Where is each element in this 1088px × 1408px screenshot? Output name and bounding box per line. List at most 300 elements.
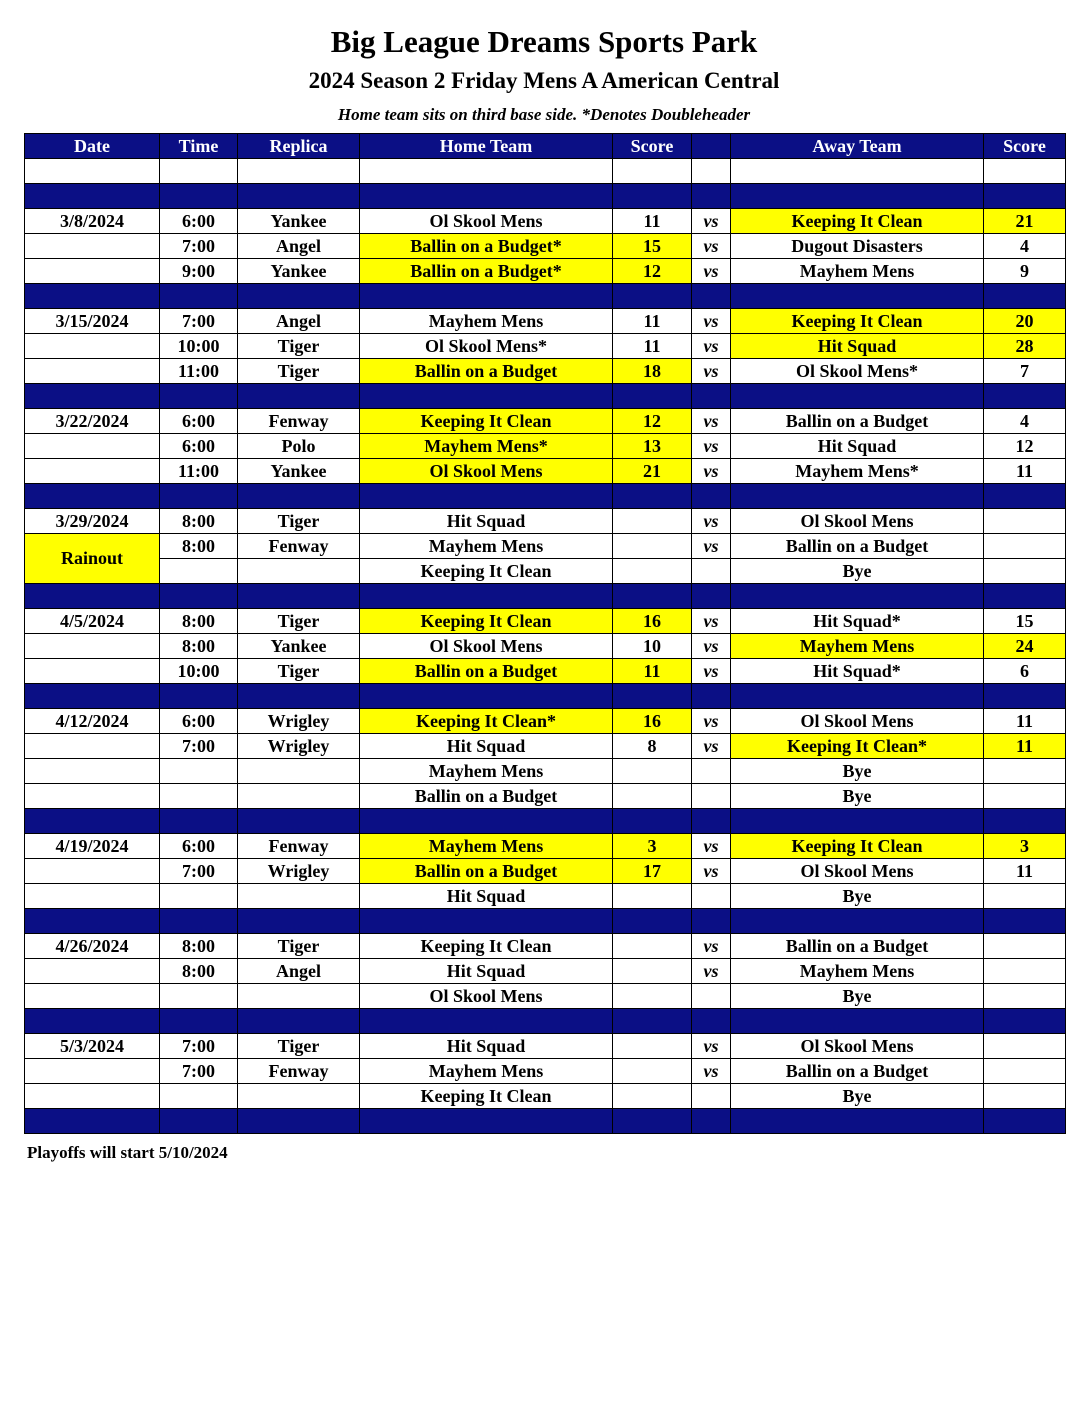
away-team-cell: Mayhem Mens* (731, 459, 984, 484)
separator-cell (360, 484, 613, 509)
away-team-cell: Ol Skool Mens (731, 1034, 984, 1059)
away-team-cell: Bye (731, 759, 984, 784)
vs-cell: vs (692, 534, 731, 559)
home-team-cell: Ol Skool Mens (360, 634, 613, 659)
away-score-cell: 4 (984, 409, 1066, 434)
home-team-cell: Ballin on a Budget* (360, 234, 613, 259)
away-team-cell: Hit Squad* (731, 609, 984, 634)
home-team-cell: Ol Skool Mens* (360, 334, 613, 359)
separator-cell (160, 484, 238, 509)
separator-cell (984, 1009, 1066, 1034)
date-cell (25, 634, 160, 659)
replica-cell: Tiger (238, 609, 360, 634)
separator-cell (360, 284, 613, 309)
away-team-cell: Ballin on a Budget (731, 534, 984, 559)
blank-cell (238, 159, 360, 184)
separator-cell (238, 684, 360, 709)
away-team-cell: Bye (731, 784, 984, 809)
week-separator-row (25, 384, 1066, 409)
time-cell (160, 784, 238, 809)
vs-cell: vs (692, 234, 731, 259)
replica-cell: Tiger (238, 509, 360, 534)
time-cell: 6:00 (160, 434, 238, 459)
separator-cell (360, 384, 613, 409)
date-cell (25, 459, 160, 484)
date-cell (25, 784, 160, 809)
date-cell: Rainout (25, 534, 160, 584)
table-row (25, 884, 1066, 909)
separator-cell (613, 1009, 692, 1034)
away-score-cell (984, 959, 1066, 984)
separator-cell (160, 684, 238, 709)
date-cell (25, 1084, 160, 1109)
separator-cell (613, 1109, 692, 1134)
separator-cell (692, 284, 731, 309)
vs-cell: vs (692, 834, 731, 859)
week-separator-row (25, 484, 1066, 509)
away-score-cell (984, 984, 1066, 1009)
separator-cell (731, 1109, 984, 1134)
replica-cell (238, 559, 360, 584)
away-team-cell: Ballin on a Budget (731, 409, 984, 434)
vs-cell: vs (692, 409, 731, 434)
vs-cell: vs (692, 934, 731, 959)
table-row (25, 434, 1066, 459)
separator-cell (160, 1109, 238, 1134)
replica-cell: Fenway (238, 534, 360, 559)
home-score-cell: 12 (613, 259, 692, 284)
time-cell (160, 984, 238, 1009)
separator-cell (613, 484, 692, 509)
table-row (25, 659, 1066, 684)
replica-cell: Yankee (238, 459, 360, 484)
vs-cell: vs (692, 659, 731, 684)
vs-cell: vs (692, 309, 731, 334)
separator-cell (25, 909, 160, 934)
home-score-cell (613, 559, 692, 584)
separator-cell (613, 384, 692, 409)
separator-cell (360, 909, 613, 934)
home-score-cell: 10 (613, 634, 692, 659)
vs-cell: vs (692, 859, 731, 884)
separator-cell (160, 284, 238, 309)
date-cell (25, 859, 160, 884)
date-cell: 3/15/2024 (25, 309, 160, 334)
home-team-cell: Ballin on a Budget (360, 859, 613, 884)
col-header-away-team: Away Team (731, 134, 984, 159)
vs-cell: vs (692, 509, 731, 534)
time-cell: 8:00 (160, 634, 238, 659)
replica-cell: Yankee (238, 209, 360, 234)
vs-cell (692, 884, 731, 909)
table-row (25, 209, 1066, 234)
home-team-cell: Hit Squad (360, 509, 613, 534)
separator-cell (984, 909, 1066, 934)
separator-cell (360, 684, 613, 709)
away-score-cell (984, 559, 1066, 584)
home-score-cell (613, 534, 692, 559)
separator-cell (984, 684, 1066, 709)
time-cell: 10:00 (160, 334, 238, 359)
time-cell: 7:00 (160, 234, 238, 259)
page-note: Home team sits on third base side. *Denotes Doubleheader (337, 105, 751, 124)
home-score-cell: 11 (613, 209, 692, 234)
away-score-cell: 6 (984, 659, 1066, 684)
away-team-cell: Keeping It Clean (731, 834, 984, 859)
date-cell (25, 884, 160, 909)
vs-cell: vs (692, 209, 731, 234)
away-score-cell: 4 (984, 234, 1066, 259)
header-row (25, 134, 1066, 159)
replica-cell: Wrigley (238, 734, 360, 759)
table-row (25, 409, 1066, 434)
replica-cell: Fenway (238, 409, 360, 434)
time-cell: 11:00 (160, 359, 238, 384)
away-score-cell: 11 (984, 859, 1066, 884)
replica-cell: Tiger (238, 359, 360, 384)
home-score-cell: 11 (613, 309, 692, 334)
blank-cell (360, 159, 613, 184)
away-score-cell: 24 (984, 634, 1066, 659)
replica-cell: Yankee (238, 634, 360, 659)
time-cell: 10:00 (160, 659, 238, 684)
away-team-cell: Ballin on a Budget (731, 1059, 984, 1084)
replica-cell: Tiger (238, 1034, 360, 1059)
separator-cell (984, 584, 1066, 609)
date-cell (25, 1059, 160, 1084)
separator-cell (360, 1109, 613, 1134)
separator-cell (613, 184, 692, 209)
time-cell: 8:00 (160, 609, 238, 634)
away-team-cell: Mayhem Mens (731, 259, 984, 284)
vs-cell: vs (692, 634, 731, 659)
separator-cell (25, 684, 160, 709)
away-team-cell: Bye (731, 559, 984, 584)
separator-cell (160, 384, 238, 409)
separator-cell (613, 909, 692, 934)
away-team-cell: Ol Skool Mens (731, 859, 984, 884)
col-header-time: Time (160, 134, 238, 159)
separator-cell (692, 184, 731, 209)
blank-cell (984, 159, 1066, 184)
away-score-cell (984, 534, 1066, 559)
away-score-cell (984, 759, 1066, 784)
date-cell: 3/8/2024 (25, 209, 160, 234)
separator-cell (238, 284, 360, 309)
time-cell: 7:00 (160, 1059, 238, 1084)
blank-row (25, 159, 1066, 184)
schedule-body (25, 159, 1066, 1134)
home-score-cell: 13 (613, 434, 692, 459)
home-team-cell: Ol Skool Mens (360, 459, 613, 484)
away-team-cell: Bye (731, 884, 984, 909)
week-separator-row (25, 284, 1066, 309)
time-cell: 11:00 (160, 459, 238, 484)
separator-cell (731, 384, 984, 409)
replica-cell: Wrigley (238, 709, 360, 734)
replica-cell (238, 784, 360, 809)
separator-cell (731, 909, 984, 934)
home-team-cell: Keeping It Clean (360, 409, 613, 434)
col-header-away-score: Score (984, 134, 1066, 159)
separator-cell (613, 584, 692, 609)
away-team-cell: Ballin on a Budget (731, 934, 984, 959)
vs-cell: vs (692, 259, 731, 284)
separator-cell (692, 584, 731, 609)
away-team-cell: Keeping It Clean (731, 209, 984, 234)
home-team-cell: Mayhem Mens (360, 534, 613, 559)
table-row (25, 609, 1066, 634)
vs-cell: vs (692, 459, 731, 484)
separator-cell (692, 1109, 731, 1134)
blank-cell (692, 159, 731, 184)
replica-cell: Wrigley (238, 859, 360, 884)
away-team-cell: Ol Skool Mens* (731, 359, 984, 384)
away-score-cell (984, 1084, 1066, 1109)
time-cell: 7:00 (160, 734, 238, 759)
separator-cell (160, 184, 238, 209)
time-cell (160, 1084, 238, 1109)
table-row (25, 359, 1066, 384)
vs-cell (692, 984, 731, 1009)
table-row (25, 259, 1066, 284)
away-score-cell: 28 (984, 334, 1066, 359)
home-score-cell (613, 1059, 692, 1084)
time-cell: 6:00 (160, 834, 238, 859)
away-team-cell: Mayhem Mens (731, 634, 984, 659)
home-team-cell: Ol Skool Mens (360, 984, 613, 1009)
separator-cell (692, 1009, 731, 1034)
separator-cell (25, 809, 160, 834)
separator-cell (238, 1109, 360, 1134)
date-cell (25, 234, 160, 259)
date-cell (25, 434, 160, 459)
vs-cell: vs (692, 359, 731, 384)
time-cell: 7:00 (160, 309, 238, 334)
week-separator-row (25, 809, 1066, 834)
away-team-cell: Hit Squad (731, 434, 984, 459)
home-score-cell: 11 (613, 659, 692, 684)
replica-cell: Tiger (238, 334, 360, 359)
blank-cell (160, 159, 238, 184)
separator-cell (731, 484, 984, 509)
week-separator-row (25, 184, 1066, 209)
page-subtitle: 2024 Season 2 Friday Mens A American Central (308, 68, 780, 93)
week-separator-row (25, 909, 1066, 934)
separator-cell (160, 809, 238, 834)
time-cell: 7:00 (160, 1034, 238, 1059)
separator-cell (25, 284, 160, 309)
home-score-cell: 18 (613, 359, 692, 384)
away-score-cell (984, 1059, 1066, 1084)
vs-cell: vs (692, 334, 731, 359)
replica-cell: Polo (238, 434, 360, 459)
home-team-cell: Mayhem Mens (360, 1059, 613, 1084)
time-cell: 6:00 (160, 209, 238, 234)
week-separator-row (25, 1109, 1066, 1134)
separator-cell (984, 484, 1066, 509)
home-score-cell: 12 (613, 409, 692, 434)
home-team-cell: Hit Squad (360, 884, 613, 909)
replica-cell: Yankee (238, 259, 360, 284)
time-cell: 6:00 (160, 409, 238, 434)
home-score-cell: 15 (613, 234, 692, 259)
date-cell (25, 959, 160, 984)
table-row (25, 959, 1066, 984)
home-score-cell (613, 984, 692, 1009)
away-score-cell (984, 884, 1066, 909)
away-team-cell: Ol Skool Mens (731, 509, 984, 534)
home-score-cell: 11 (613, 334, 692, 359)
home-team-cell: Hit Squad (360, 734, 613, 759)
home-score-cell (613, 1034, 692, 1059)
time-cell: 8:00 (160, 959, 238, 984)
date-cell: 4/19/2024 (25, 834, 160, 859)
blank-cell (731, 159, 984, 184)
date-cell (25, 334, 160, 359)
home-team-cell: Mayhem Mens (360, 759, 613, 784)
time-cell: 6:00 (160, 709, 238, 734)
date-cell (25, 359, 160, 384)
away-score-cell: 11 (984, 709, 1066, 734)
table-row (25, 334, 1066, 359)
week-separator-row (25, 684, 1066, 709)
separator-cell (613, 684, 692, 709)
table-row (25, 709, 1066, 734)
date-cell: 3/22/2024 (25, 409, 160, 434)
away-team-cell: Mayhem Mens (731, 959, 984, 984)
separator-cell (238, 484, 360, 509)
time-cell (160, 884, 238, 909)
home-team-cell: Ol Skool Mens (360, 209, 613, 234)
replica-cell (238, 1084, 360, 1109)
home-score-cell: 3 (613, 834, 692, 859)
separator-cell (731, 1009, 984, 1034)
away-team-cell: Keeping It Clean (731, 309, 984, 334)
table-row (25, 934, 1066, 959)
date-cell: 5/3/2024 (25, 1034, 160, 1059)
vs-cell: vs (692, 1059, 731, 1084)
date-cell (25, 259, 160, 284)
away-score-cell: 3 (984, 834, 1066, 859)
home-team-cell: Mayhem Mens* (360, 434, 613, 459)
table-row (25, 784, 1066, 809)
vs-cell: vs (692, 609, 731, 634)
table-row (25, 459, 1066, 484)
away-team-cell: Hit Squad (731, 334, 984, 359)
away-score-cell (984, 1034, 1066, 1059)
table-row (25, 559, 1066, 584)
home-score-cell: 16 (613, 609, 692, 634)
separator-cell (984, 284, 1066, 309)
home-score-cell (613, 759, 692, 784)
separator-cell (731, 184, 984, 209)
col-header-replica: Replica (238, 134, 360, 159)
separator-cell (25, 384, 160, 409)
schedule-table (24, 133, 1066, 1134)
home-team-cell: Ballin on a Budget (360, 359, 613, 384)
separator-cell (160, 584, 238, 609)
home-score-cell: 17 (613, 859, 692, 884)
separator-cell (692, 684, 731, 709)
vs-cell (692, 784, 731, 809)
away-score-cell: 7 (984, 359, 1066, 384)
table-row (25, 1059, 1066, 1084)
separator-cell (238, 384, 360, 409)
separator-cell (238, 809, 360, 834)
replica-cell: Tiger (238, 659, 360, 684)
col-header-home-score: Score (613, 134, 692, 159)
time-cell: 7:00 (160, 859, 238, 884)
away-team-cell: Bye (731, 1084, 984, 1109)
vs-cell: vs (692, 1034, 731, 1059)
away-team-cell: Dugout Disasters (731, 234, 984, 259)
table-row (25, 309, 1066, 334)
separator-cell (360, 184, 613, 209)
table-row (25, 984, 1066, 1009)
time-cell: 8:00 (160, 934, 238, 959)
home-score-cell (613, 884, 692, 909)
away-team-cell: Bye (731, 984, 984, 1009)
home-score-cell (613, 959, 692, 984)
date-cell: 4/5/2024 (25, 609, 160, 634)
week-separator-row (25, 1009, 1066, 1034)
separator-cell (238, 909, 360, 934)
home-team-cell: Hit Squad (360, 1034, 613, 1059)
separator-cell (731, 684, 984, 709)
home-team-cell: Ballin on a Budget (360, 659, 613, 684)
replica-cell: Fenway (238, 834, 360, 859)
separator-cell (692, 384, 731, 409)
away-score-cell: 12 (984, 434, 1066, 459)
date-cell (25, 984, 160, 1009)
vs-cell: vs (692, 734, 731, 759)
replica-cell: Tiger (238, 934, 360, 959)
date-cell: 4/26/2024 (25, 934, 160, 959)
away-score-cell: 9 (984, 259, 1066, 284)
time-cell: 8:00 (160, 509, 238, 534)
away-score-cell: 11 (984, 734, 1066, 759)
away-team-cell: Ol Skool Mens (731, 709, 984, 734)
page-title: Big League Dreams Sports Park (330, 24, 758, 59)
separator-cell (984, 809, 1066, 834)
away-score-cell: 20 (984, 309, 1066, 334)
separator-cell (360, 809, 613, 834)
away-score-cell (984, 934, 1066, 959)
home-team-cell: Keeping It Clean (360, 609, 613, 634)
table-row (25, 634, 1066, 659)
vs-cell (692, 759, 731, 784)
home-score-cell: 8 (613, 734, 692, 759)
table-row (25, 1084, 1066, 1109)
separator-cell (692, 484, 731, 509)
home-score-cell (613, 1084, 692, 1109)
date-cell (25, 759, 160, 784)
home-team-cell: Mayhem Mens (360, 834, 613, 859)
home-score-cell (613, 509, 692, 534)
time-cell: 9:00 (160, 259, 238, 284)
home-team-cell: Keeping It Clean (360, 1084, 613, 1109)
replica-cell: Angel (238, 234, 360, 259)
separator-cell (160, 909, 238, 934)
table-row (25, 234, 1066, 259)
separator-cell (238, 184, 360, 209)
separator-cell (160, 1009, 238, 1034)
vs-cell (692, 1084, 731, 1109)
home-team-cell: Keeping It Clean (360, 559, 613, 584)
separator-cell (613, 809, 692, 834)
home-team-cell: Keeping It Clean (360, 934, 613, 959)
